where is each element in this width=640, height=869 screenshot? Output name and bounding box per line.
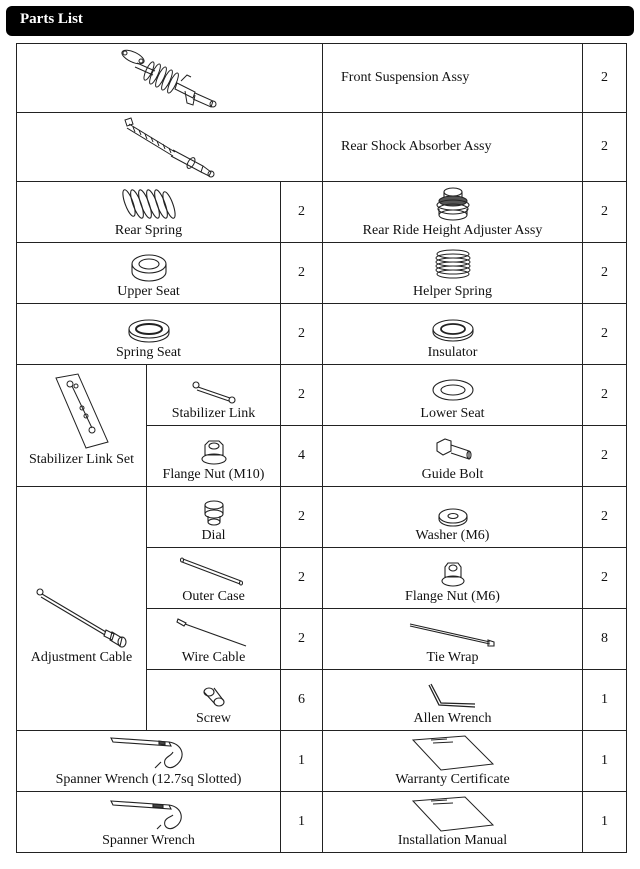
screw-cell [147, 670, 281, 731]
adjustment-cable-cell [17, 487, 147, 731]
guide-bolt-label: Guide Bolt [421, 467, 484, 482]
helper-spring-cell [323, 243, 583, 304]
spanner-icon [109, 795, 189, 833]
spanner-slotted-cell [17, 731, 281, 792]
insulator-qty: 2 [583, 304, 627, 365]
rear-ride-height-cell [323, 182, 583, 243]
front-suspension-icon [17, 45, 322, 111]
table-row [17, 113, 627, 182]
dial-icon [199, 498, 229, 528]
rear-spring-icon [119, 185, 179, 223]
manual-label: Installation Manual [397, 833, 508, 848]
flange-nut-m10-label: Flange Nut (M10) [162, 467, 265, 482]
table-row [17, 731, 627, 792]
upper-seat-qty: 2 [281, 243, 323, 304]
screw-icon [199, 685, 229, 711]
front-suspension-label: Front Suspension Assy [341, 70, 470, 85]
stabilizer-link-set-label: Stabilizer Link Set [29, 452, 134, 467]
flange-nut-m10-qty: 4 [281, 426, 323, 487]
washer-m6-qty: 2 [583, 487, 627, 548]
wire-cable-label: Wire Cable [181, 650, 246, 665]
front-suspension-name-cell [323, 44, 583, 113]
rear-shock-label: Rear Shock Absorber Assy [341, 139, 492, 154]
guide-bolt-qty: 2 [583, 426, 627, 487]
rear-spring-qty: 2 [281, 182, 323, 243]
stabilizer-link-label: Stabilizer Link [171, 406, 256, 421]
front-suspension-qty: 2 [583, 44, 627, 113]
warranty-qty: 1 [583, 731, 627, 792]
washer-m6-label: Washer (M6) [415, 528, 490, 543]
flange-nut-m6-qty: 2 [583, 548, 627, 609]
adjustment-cable-icon [32, 586, 132, 650]
outer-case-icon [179, 555, 249, 589]
dial-label: Dial [201, 528, 226, 543]
table-row [17, 792, 627, 853]
spanner-label: Spanner Wrench [102, 833, 195, 848]
tie-wrap-icon [408, 620, 498, 650]
wire-cable-cell [147, 609, 281, 670]
upper-seat-label: Upper Seat [117, 284, 180, 299]
table-row [17, 182, 627, 243]
stabilizer-link-set-icon [52, 372, 112, 452]
manual-cell [323, 792, 583, 853]
helper-spring-icon [431, 248, 475, 284]
tie-wrap-qty: 8 [583, 609, 627, 670]
insulator-label: Insulator [427, 345, 478, 360]
table-row [17, 44, 627, 113]
helper-spring-qty: 2 [583, 243, 627, 304]
parts-list-header [6, 6, 634, 36]
warranty-label: Warranty Certificate [395, 772, 510, 787]
upper-seat-cell [17, 243, 281, 304]
spanner-cell [17, 792, 281, 853]
stabilizer-link-icon [190, 380, 238, 406]
flange-nut-m6-icon [438, 559, 468, 589]
allen-wrench-cell [323, 670, 583, 731]
upper-seat-icon [127, 250, 171, 284]
rear-shock-image-cell [17, 113, 323, 182]
screw-label: Screw [196, 711, 231, 726]
spanner-qty: 1 [281, 792, 323, 853]
spring-seat-cell [17, 304, 281, 365]
adjustment-cable-label: Adjustment Cable [30, 650, 133, 665]
flange-nut-m6-label: Flange Nut (M6) [405, 589, 500, 604]
stabilizer-link-qty: 2 [281, 365, 323, 426]
manual-icon [411, 795, 495, 833]
table-row [17, 487, 627, 548]
rear-shock-icon [17, 114, 322, 180]
insulator-cell [323, 304, 583, 365]
rear-ride-height-qty: 2 [583, 182, 627, 243]
lower-seat-qty: 2 [583, 365, 627, 426]
manual-qty: 1 [583, 792, 627, 853]
stabilizer-link-cell [147, 365, 281, 426]
rear-spring-cell [17, 182, 281, 243]
rear-ride-height-icon [433, 185, 473, 223]
rear-shock-qty: 2 [583, 113, 627, 182]
lower-seat-cell [323, 365, 583, 426]
outer-case-cell [147, 548, 281, 609]
washer-m6-cell [323, 487, 583, 548]
outer-case-label: Outer Case [182, 589, 245, 604]
parts-list-title: Parts List [20, 11, 83, 27]
flange-nut-m6-cell [323, 548, 583, 609]
spring-seat-icon [125, 315, 173, 345]
guide-bolt-icon [433, 437, 473, 467]
table-row [17, 365, 627, 426]
flange-nut-m10-cell [147, 426, 281, 487]
parts-table [16, 43, 627, 853]
wire-cable-icon [176, 616, 252, 650]
allen-wrench-label: Allen Wrench [413, 711, 492, 726]
wire-cable-qty: 2 [281, 609, 323, 670]
rear-spring-label: Rear Spring [114, 223, 183, 238]
insulator-icon [429, 315, 477, 345]
guide-bolt-cell [323, 426, 583, 487]
screw-qty: 6 [281, 670, 323, 731]
spanner-slotted-label: Spanner Wrench (12.7sq Slotted) [55, 772, 242, 787]
spring-seat-label: Spring Seat [116, 345, 181, 360]
tie-wrap-label: Tie Wrap [426, 650, 479, 665]
spring-seat-qty: 2 [281, 304, 323, 365]
spanner-slotted-qty: 1 [281, 731, 323, 792]
dial-cell [147, 487, 281, 548]
dial-qty: 2 [281, 487, 323, 548]
tie-wrap-cell [323, 609, 583, 670]
allen-wrench-qty: 1 [583, 670, 627, 731]
outer-case-qty: 2 [281, 548, 323, 609]
front-suspension-image-cell [17, 44, 323, 113]
allen-wrench-icon [423, 681, 483, 711]
flange-nut-m10-icon [199, 437, 229, 467]
lower-seat-label: Lower Seat [420, 406, 485, 421]
table-row [17, 243, 627, 304]
stabilizer-link-set-cell [17, 365, 147, 487]
lower-seat-icon [429, 376, 477, 406]
washer-m6-icon [435, 506, 471, 528]
warranty-cell [323, 731, 583, 792]
rear-shock-name-cell [323, 113, 583, 182]
rear-ride-height-label: Rear Ride Height Adjuster Assy [362, 223, 543, 238]
table-row [17, 304, 627, 365]
spanner-slotted-icon [109, 734, 189, 772]
helper-spring-label: Helper Spring [413, 284, 492, 299]
warranty-icon [411, 734, 495, 772]
